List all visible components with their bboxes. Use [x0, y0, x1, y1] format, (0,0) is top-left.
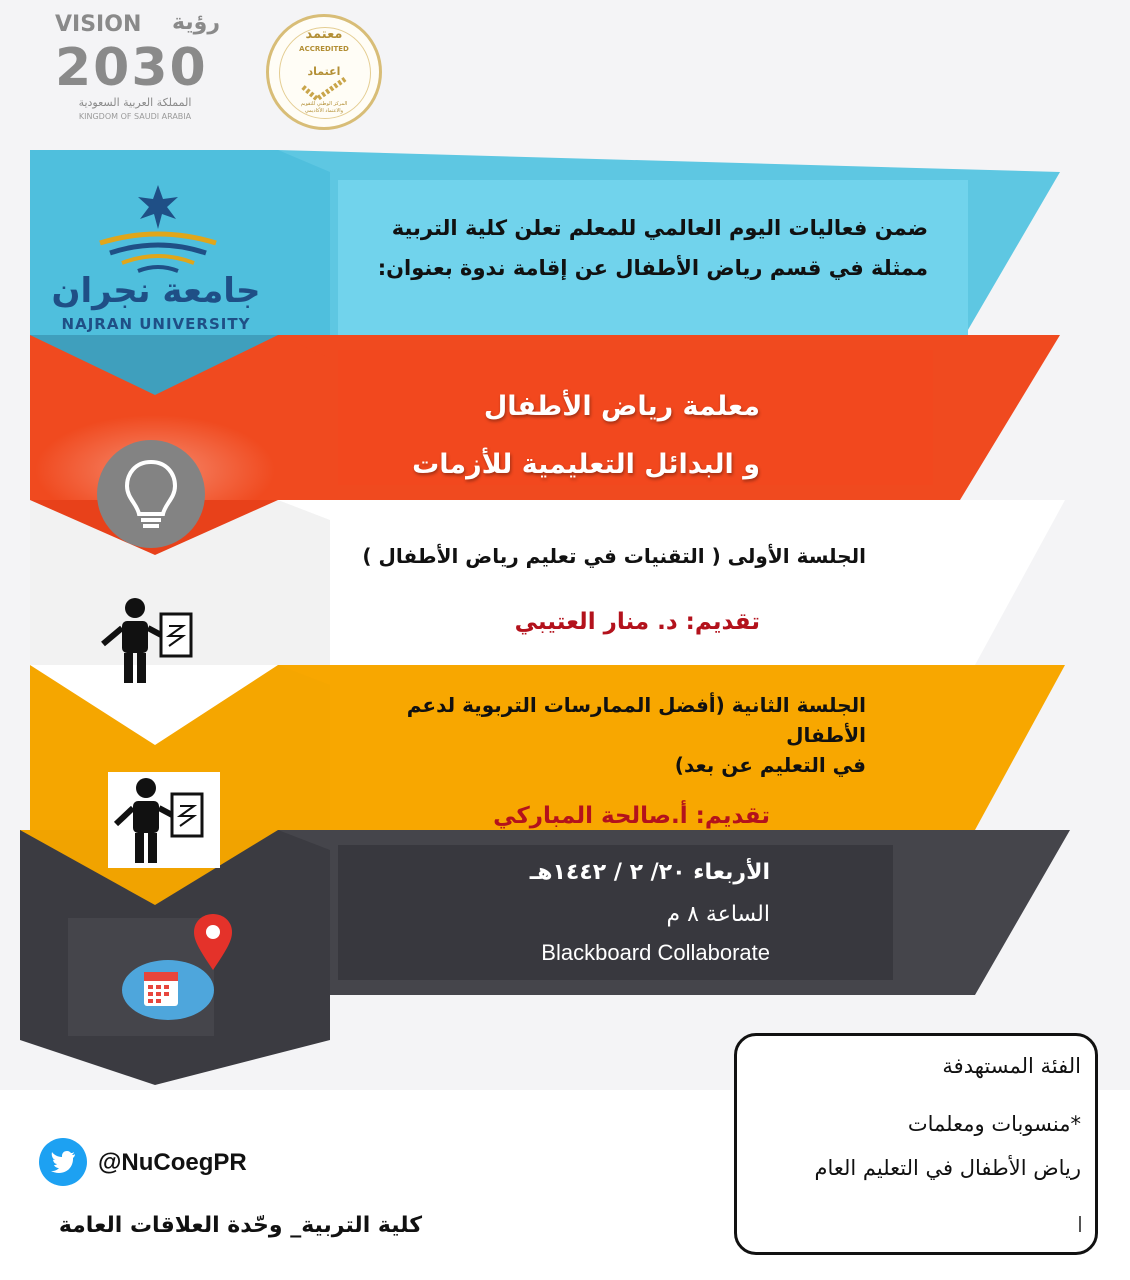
map-pin-icon	[188, 912, 238, 972]
vision-word-en: VISION	[55, 12, 142, 37]
vision-year: 2030	[55, 38, 208, 98]
session-1-presenter: تقديم: د. منار العتيبي	[514, 609, 760, 635]
seminar-title	[350, 378, 760, 494]
presenter-badge-1	[95, 596, 205, 686]
intro-line-1: ضمن فعاليات اليوم العالمي للمعلم تعلن كلية التربية	[391, 216, 928, 240]
audience-line-1: *منسوبات ومعلمات	[907, 1112, 1081, 1136]
university-name-ar: جامعة نجران	[51, 271, 261, 311]
session-2-title-line-2: في التعليم عن بعد)	[674, 753, 866, 777]
schedule-date: الأربعاء ٢٠/ ٢ / ١٤٤٢هـ	[529, 860, 770, 885]
vision-kingdom-ar: المملكة العربية السعودية	[78, 96, 192, 109]
session-2-title-line-1: الجلسة الثانية (أفضل الممارسات التربوية لدعم الأطفال	[406, 693, 866, 747]
accreditation-seal	[266, 14, 382, 130]
lightbulb-badge	[97, 440, 205, 548]
session-2-presenter: تقديم: أ.صالحة المباركي	[493, 803, 770, 829]
intro-text	[350, 208, 928, 288]
session-1	[340, 540, 866, 642]
seminar-title-line-1: معلمة رياض الأطفال	[483, 391, 760, 422]
footer-unit: كلية التربية_ وحّدة العلاقات العامة	[58, 1213, 422, 1238]
seal-brand-ar: اعتماد	[307, 65, 341, 78]
twitter-icon	[38, 1137, 88, 1187]
audience-cursor	[1079, 1216, 1081, 1232]
audience-line-2: رياض الأطفال في التعليم العام	[814, 1156, 1081, 1180]
vision-kingdom-en: KINGDOM OF SAUDI ARABIA	[78, 112, 192, 121]
twitter-handle[interactable]: @NuCoegPR	[98, 1149, 247, 1176]
university-name-en: NAJRAN UNIVERSITY	[61, 315, 251, 333]
seal-title-ar: معتمد	[305, 27, 343, 42]
star-emblem-icon	[40, 185, 272, 280]
session-2	[340, 690, 866, 836]
intro-line-2: ممثلة في قسم رياض الأطفال عن إقامة ندوة بعنوان:	[377, 256, 928, 280]
schedule-platform: Blackboard Collaborate	[541, 940, 770, 965]
twitter-contact[interactable]	[38, 1137, 278, 1187]
vision-2030-logo	[55, 12, 220, 122]
najran-university-logo	[40, 185, 272, 345]
target-audience-box	[734, 1033, 1098, 1255]
presenter-badge-2	[108, 772, 220, 868]
audience-heading: الفئة المستهدفة	[942, 1054, 1081, 1078]
presenter-icon	[108, 772, 220, 868]
presenter-icon	[95, 596, 205, 686]
lightbulb-icon	[97, 440, 205, 548]
calendar-badge	[68, 918, 214, 1036]
vision-word-ar: رؤية	[172, 10, 220, 35]
seal-center-ar: المركز الوطني للتقويم والاعتماد الأكاديمي	[300, 101, 348, 114]
schedule-time: الساعة ٨ م	[666, 902, 770, 927]
session-1-title: الجلسة الأولى ( التقنيات في تعليم رياض الأطفال )	[362, 544, 866, 568]
seminar-title-line-2: و البدائل التعليمية للأزمات	[412, 449, 760, 480]
schedule	[350, 853, 770, 969]
seal-title-en: ACCREDITED	[299, 45, 349, 53]
